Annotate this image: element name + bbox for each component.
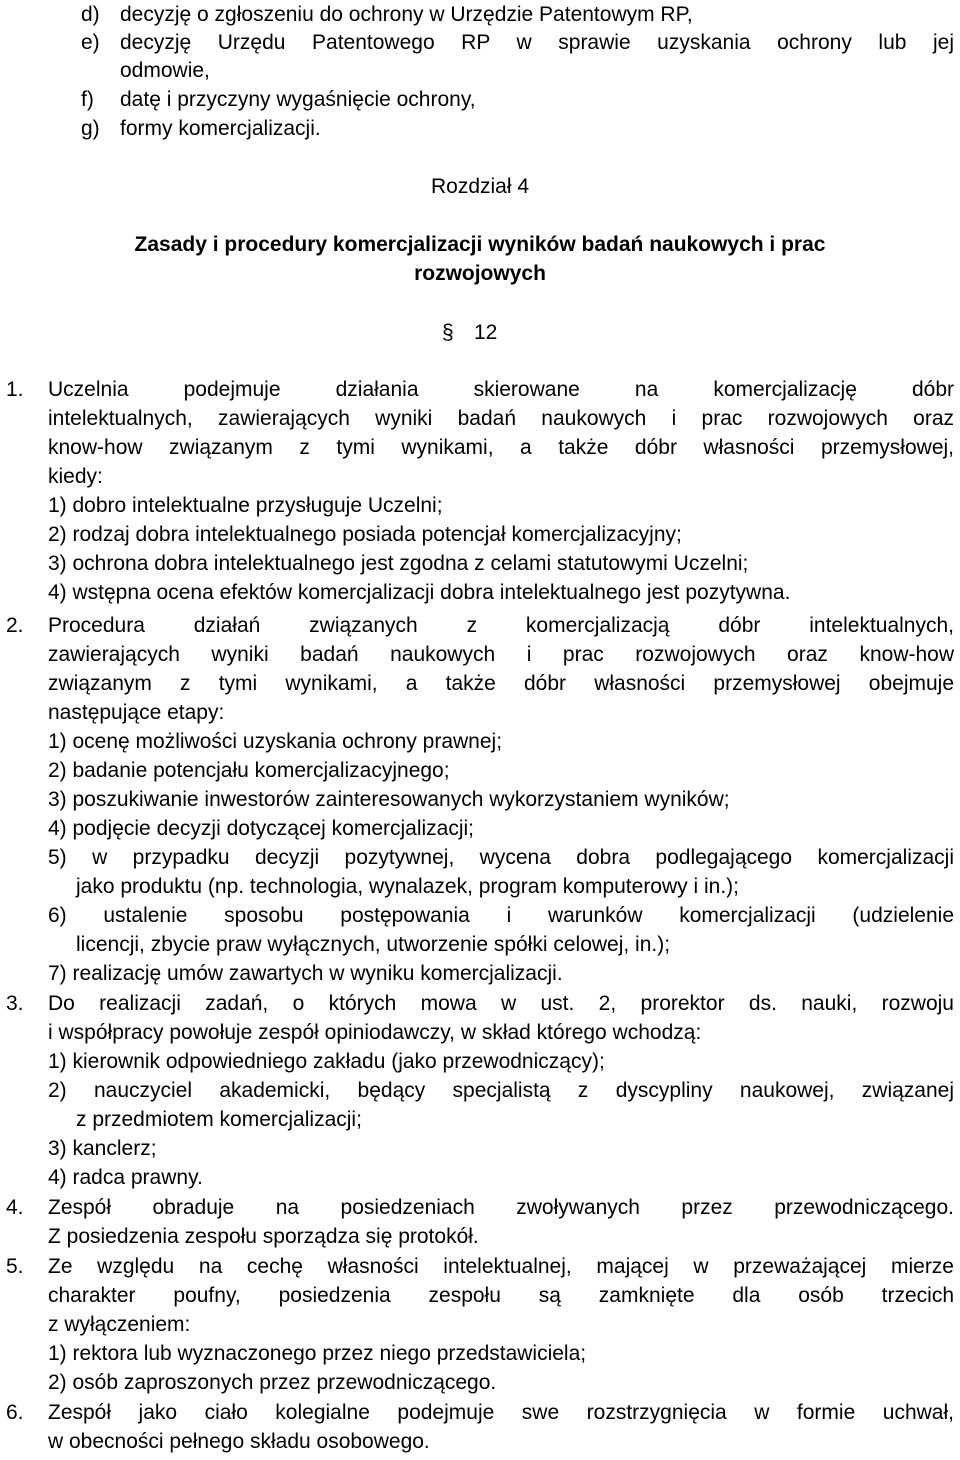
paragraph-1-line3: know-how związanym z tymi wynikami, a także dóbr własności przemysłowej, bbox=[48, 436, 954, 459]
paragraph-4-line1: Zespół obraduje na posiedzeniach zwoływanych przez przewodniczącego. bbox=[48, 1196, 954, 1219]
paragraph-5-line1: Ze względu na cechę własności intelektualnej, mającej w przeważającej mierze bbox=[48, 1255, 954, 1278]
paragraph-1-item: 1) dobro intelektualne przysługuje Uczelni; bbox=[48, 494, 443, 517]
paragraph-2-line3: związanym z tymi wynikami, a także dóbr własności przemysłowej obejmuje bbox=[48, 672, 954, 695]
list-item-e-line2: odmowie, bbox=[120, 59, 210, 82]
chapter-title-line1: Zasady i procedury komercjalizacji wyników badań naukowych i prac bbox=[134, 233, 826, 256]
chapter-title-line2: rozwojowych bbox=[414, 262, 546, 285]
paragraph-4-line2: Z posiedzenia zespołu sporządza się protokół. bbox=[48, 1225, 479, 1248]
paragraph-2-item: 5) w przypadku decyzji pozytywnej, wycena dobra podlegającego komercjalizacji bbox=[48, 846, 954, 869]
paragraph-5-item: 1) rektora lub wyznaczonego przez niego przedstawiciela; bbox=[48, 1342, 587, 1365]
section-number: 12 bbox=[474, 321, 498, 344]
paragraph-1-line1: Uczelnia podejmuje działania skierowane na komercjalizację dóbr bbox=[48, 378, 954, 401]
paragraph-1-item: 2) rodzaj dobra intelektualnego posiada potencjał komercjalizacyjny; bbox=[48, 523, 682, 546]
paragraph-2-item: 1) ocenę możliwości uzyskania ochrony prawnej; bbox=[48, 730, 503, 753]
list-label-f: f) bbox=[81, 88, 94, 111]
paragraph-5-line3: z wyłączeniem: bbox=[48, 1313, 191, 1336]
list-item-e-line1: decyzję Urzędu Patentowego RP w sprawie uzyskania ochrony lub jej bbox=[120, 31, 954, 54]
section-sign: § bbox=[442, 321, 454, 344]
list-label-d: d) bbox=[81, 3, 100, 26]
paragraph-5-number: 5. bbox=[6, 1255, 24, 1278]
paragraph-1-item: 4) wstępna ocena efektów komercjalizacji dobra intelektualnego jest pozytywna. bbox=[48, 581, 791, 604]
paragraph-3-item-cont: z przedmiotem komercjalizacji; bbox=[76, 1108, 362, 1131]
paragraph-2-item: 7) realizację umów zawartych w wyniku komercjalizacji. bbox=[48, 962, 563, 985]
paragraph-1-line2: intelektualnych, zawierających wyniki badań naukowych i prac rozwojowych oraz bbox=[48, 407, 954, 430]
paragraph-3-line2: i współpracy powołuje zespół opiniodawczy, w skład którego wchodzą: bbox=[48, 1021, 702, 1044]
paragraph-2-line1: Procedura działań związanych z komercjalizacją dóbr intelektualnych, bbox=[48, 614, 954, 637]
list-item-d: decyzję o zgłoszeniu do ochrony w Urzędzie Patentowym RP, bbox=[120, 3, 693, 26]
paragraph-3-line1: Do realizacji zadań, o których mowa w ust. 2, prorektor ds. nauki, rozwoju bbox=[48, 992, 954, 1015]
list-label-g: g) bbox=[81, 117, 100, 140]
paragraph-3-item: 3) kanclerz; bbox=[48, 1137, 157, 1160]
paragraph-2-item-cont: jako produktu (np. technologia, wynalazek, program komputerowy i in.); bbox=[76, 875, 739, 898]
paragraph-2-line2: zawierających wyniki badań naukowych i prac rozwojowych oraz know-how bbox=[48, 643, 954, 666]
paragraph-3-item: 4) radca prawny. bbox=[48, 1166, 203, 1189]
paragraph-6-number: 6. bbox=[6, 1401, 24, 1424]
paragraph-2-item-cont: licencji, zbycie praw wyłącznych, utworzenie spółki celowej, in.); bbox=[76, 933, 671, 956]
paragraph-1-line4: kiedy: bbox=[48, 465, 103, 488]
list-label-e: e) bbox=[81, 31, 100, 54]
paragraph-3-number: 3. bbox=[6, 992, 24, 1015]
paragraph-5-line2: charakter poufny, posiedzenia zespołu są zamknięte dla osób trzecich bbox=[48, 1284, 954, 1307]
paragraph-3-item: 1) kierownik odpowiedniego zakładu (jako przewodniczący); bbox=[48, 1050, 605, 1073]
paragraph-6-line1: Zespół jako ciało kolegialne podejmuje swe rozstrzygnięcia w formie uchwał, bbox=[48, 1401, 954, 1424]
paragraph-3-item: 2) nauczyciel akademicki, będący specjalistą z dyscypliny naukowej, związanej bbox=[48, 1079, 954, 1102]
paragraph-5-item: 2) osób zaproszonych przez przewodniczącego. bbox=[48, 1371, 497, 1394]
paragraph-2-item: 4) podjęcie decyzji dotyczącej komercjalizacji; bbox=[48, 817, 475, 840]
paragraph-1-number: 1. bbox=[6, 378, 24, 401]
paragraph-2-item: 2) badanie potencjału komercjalizacyjnego; bbox=[48, 759, 450, 782]
paragraph-2-item: 3) poszukiwanie inwestorów zainteresowanych wykorzystaniem wyników; bbox=[48, 788, 730, 811]
list-item-f: datę i przyczyny wygaśnięcie ochrony, bbox=[120, 88, 476, 111]
paragraph-2-number: 2. bbox=[6, 614, 24, 637]
paragraph-1-item: 3) ochrona dobra intelektualnego jest zgodna z celami statutowymi Uczelni; bbox=[48, 552, 749, 575]
chapter-number: Rozdział 4 bbox=[430, 175, 530, 198]
paragraph-2-item: 6) ustalenie sposobu postępowania i warunków komercjalizacji (udzielenie bbox=[48, 904, 954, 927]
list-item-g: formy komercjalizacji. bbox=[120, 117, 321, 140]
paragraph-4-number: 4. bbox=[6, 1196, 24, 1219]
paragraph-2-line4: następujące etapy: bbox=[48, 701, 225, 724]
paragraph-6-line2: w obecności pełnego składu osobowego. bbox=[48, 1430, 430, 1453]
